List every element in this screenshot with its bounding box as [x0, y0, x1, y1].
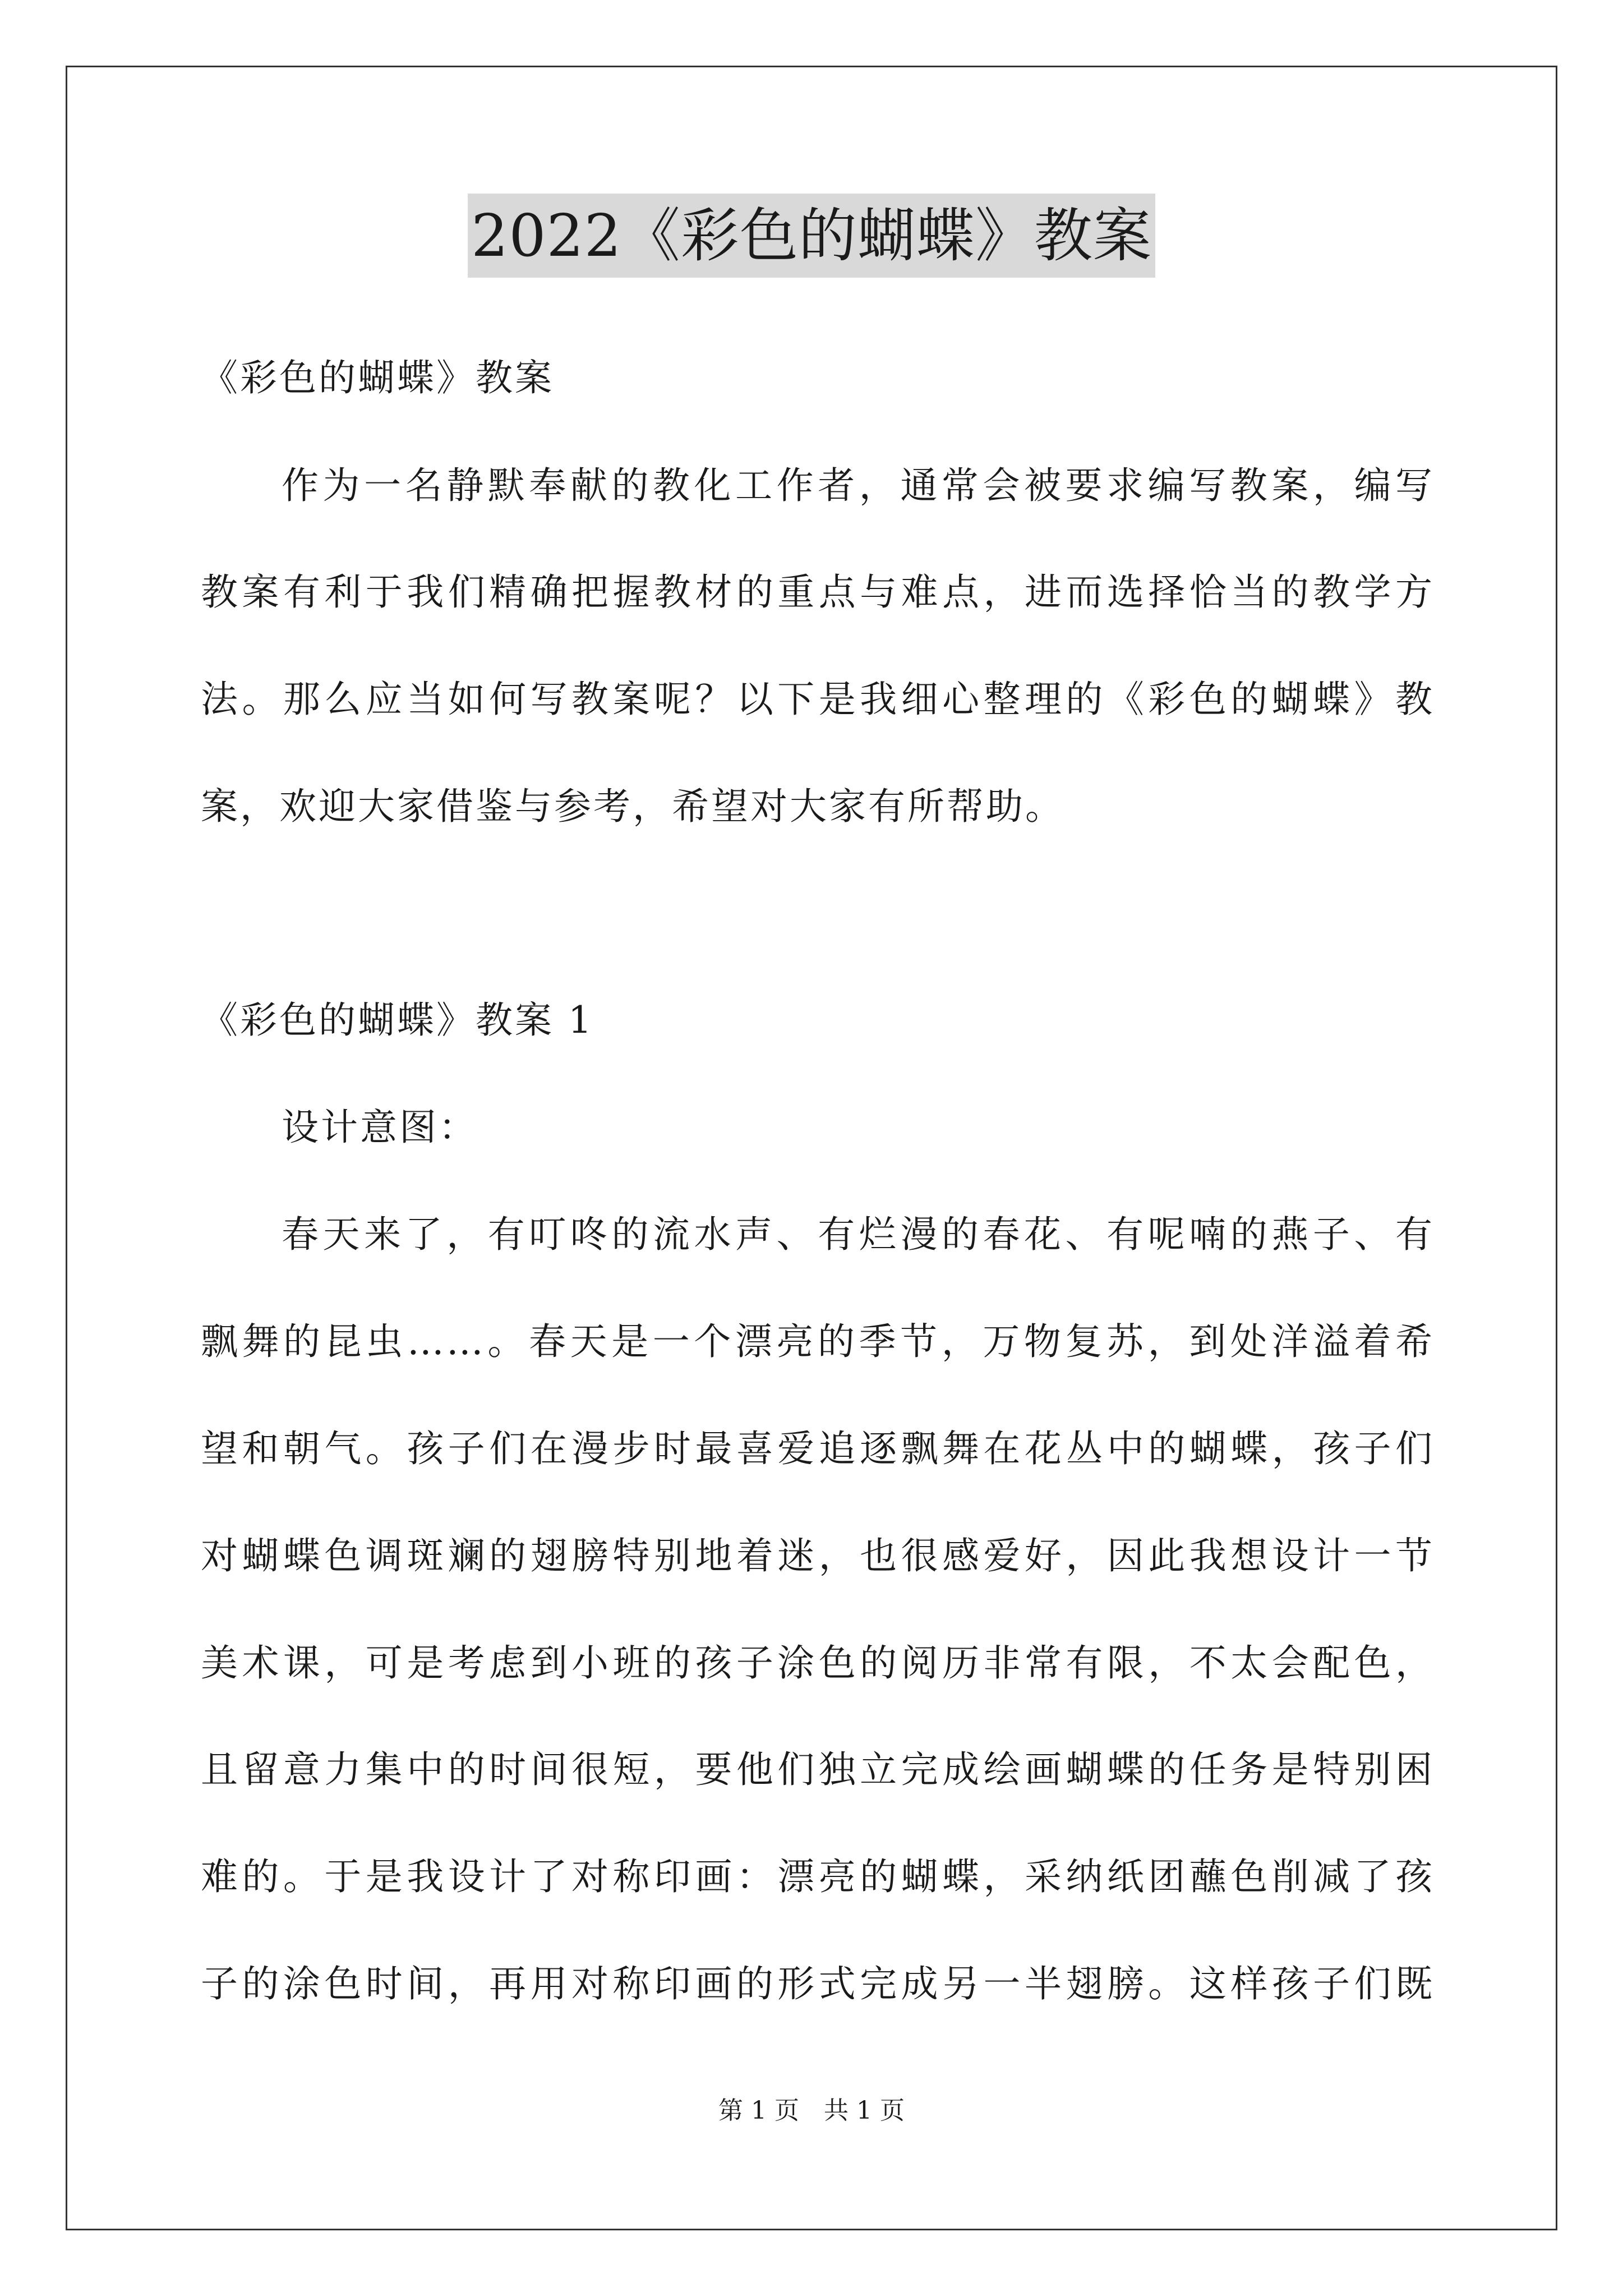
intro-line-1: 作为一名静默奉献的教化工作者，通常会被要求编写教案，编写 [282, 464, 1435, 507]
body-line-7: 难的。于是我设计了对称印画：漂亮的蝴蝶，采纳纸团蘸色削减了孩 [201, 1855, 1435, 1898]
body-line-1: 春天来了，有叮咚的流水声、有烂漫的春花、有呢喃的燕子、有 [282, 1213, 1435, 1256]
body-line-8: 子的涂色时间，再用对称印画的形式完成另一半翅膀。这样孩子们既 [201, 1962, 1435, 2005]
intro-line-2: 教案有利于我们精确把握教材的重点与难点，进而选择恰当的教学方 [201, 570, 1435, 614]
document-subtitle: 《彩色的蝴蝶》教案 [201, 356, 554, 399]
body-line-3: 望和朝气。孩子们在漫步时最喜爱追逐飘舞在花丛中的蝴蝶，孩子们 [201, 1427, 1435, 1470]
section-heading: 《彩色的蝴蝶》教案 1 [201, 999, 594, 1042]
title-container [0, 194, 1623, 278]
document-title: 2022《彩色的蝴蝶》教案 [468, 194, 1155, 278]
design-intent-label: 设计意图： [282, 1106, 478, 1149]
intro-line-4: 案，欢迎大家借鉴与参考，希望对大家有所帮助。 [201, 785, 1064, 828]
body-line-4: 对蝴蝶色调斑斓的翅膀特别地着迷，也很感爱好，因此我想设计一节 [201, 1534, 1435, 1577]
body-line-5: 美术课，可是考虑到小班的孩子涂色的阅历非常有限，不太会配色， [201, 1641, 1435, 1685]
intro-line-3: 法。那么应当如何写教案呢？以下是我细心整理的《彩色的蝴蝶》教 [201, 678, 1435, 721]
page-footer: 第 1 页 共 1 页 [718, 2096, 905, 2125]
body-line-2: 飘舞的昆虫……。春天是一个漂亮的季节，万物复苏，到处洋溢着希 [201, 1320, 1435, 1363]
body-line-6: 且留意力集中的时间很短，要他们独立完成绘画蝴蝶的任务是特别困 [201, 1748, 1435, 1791]
